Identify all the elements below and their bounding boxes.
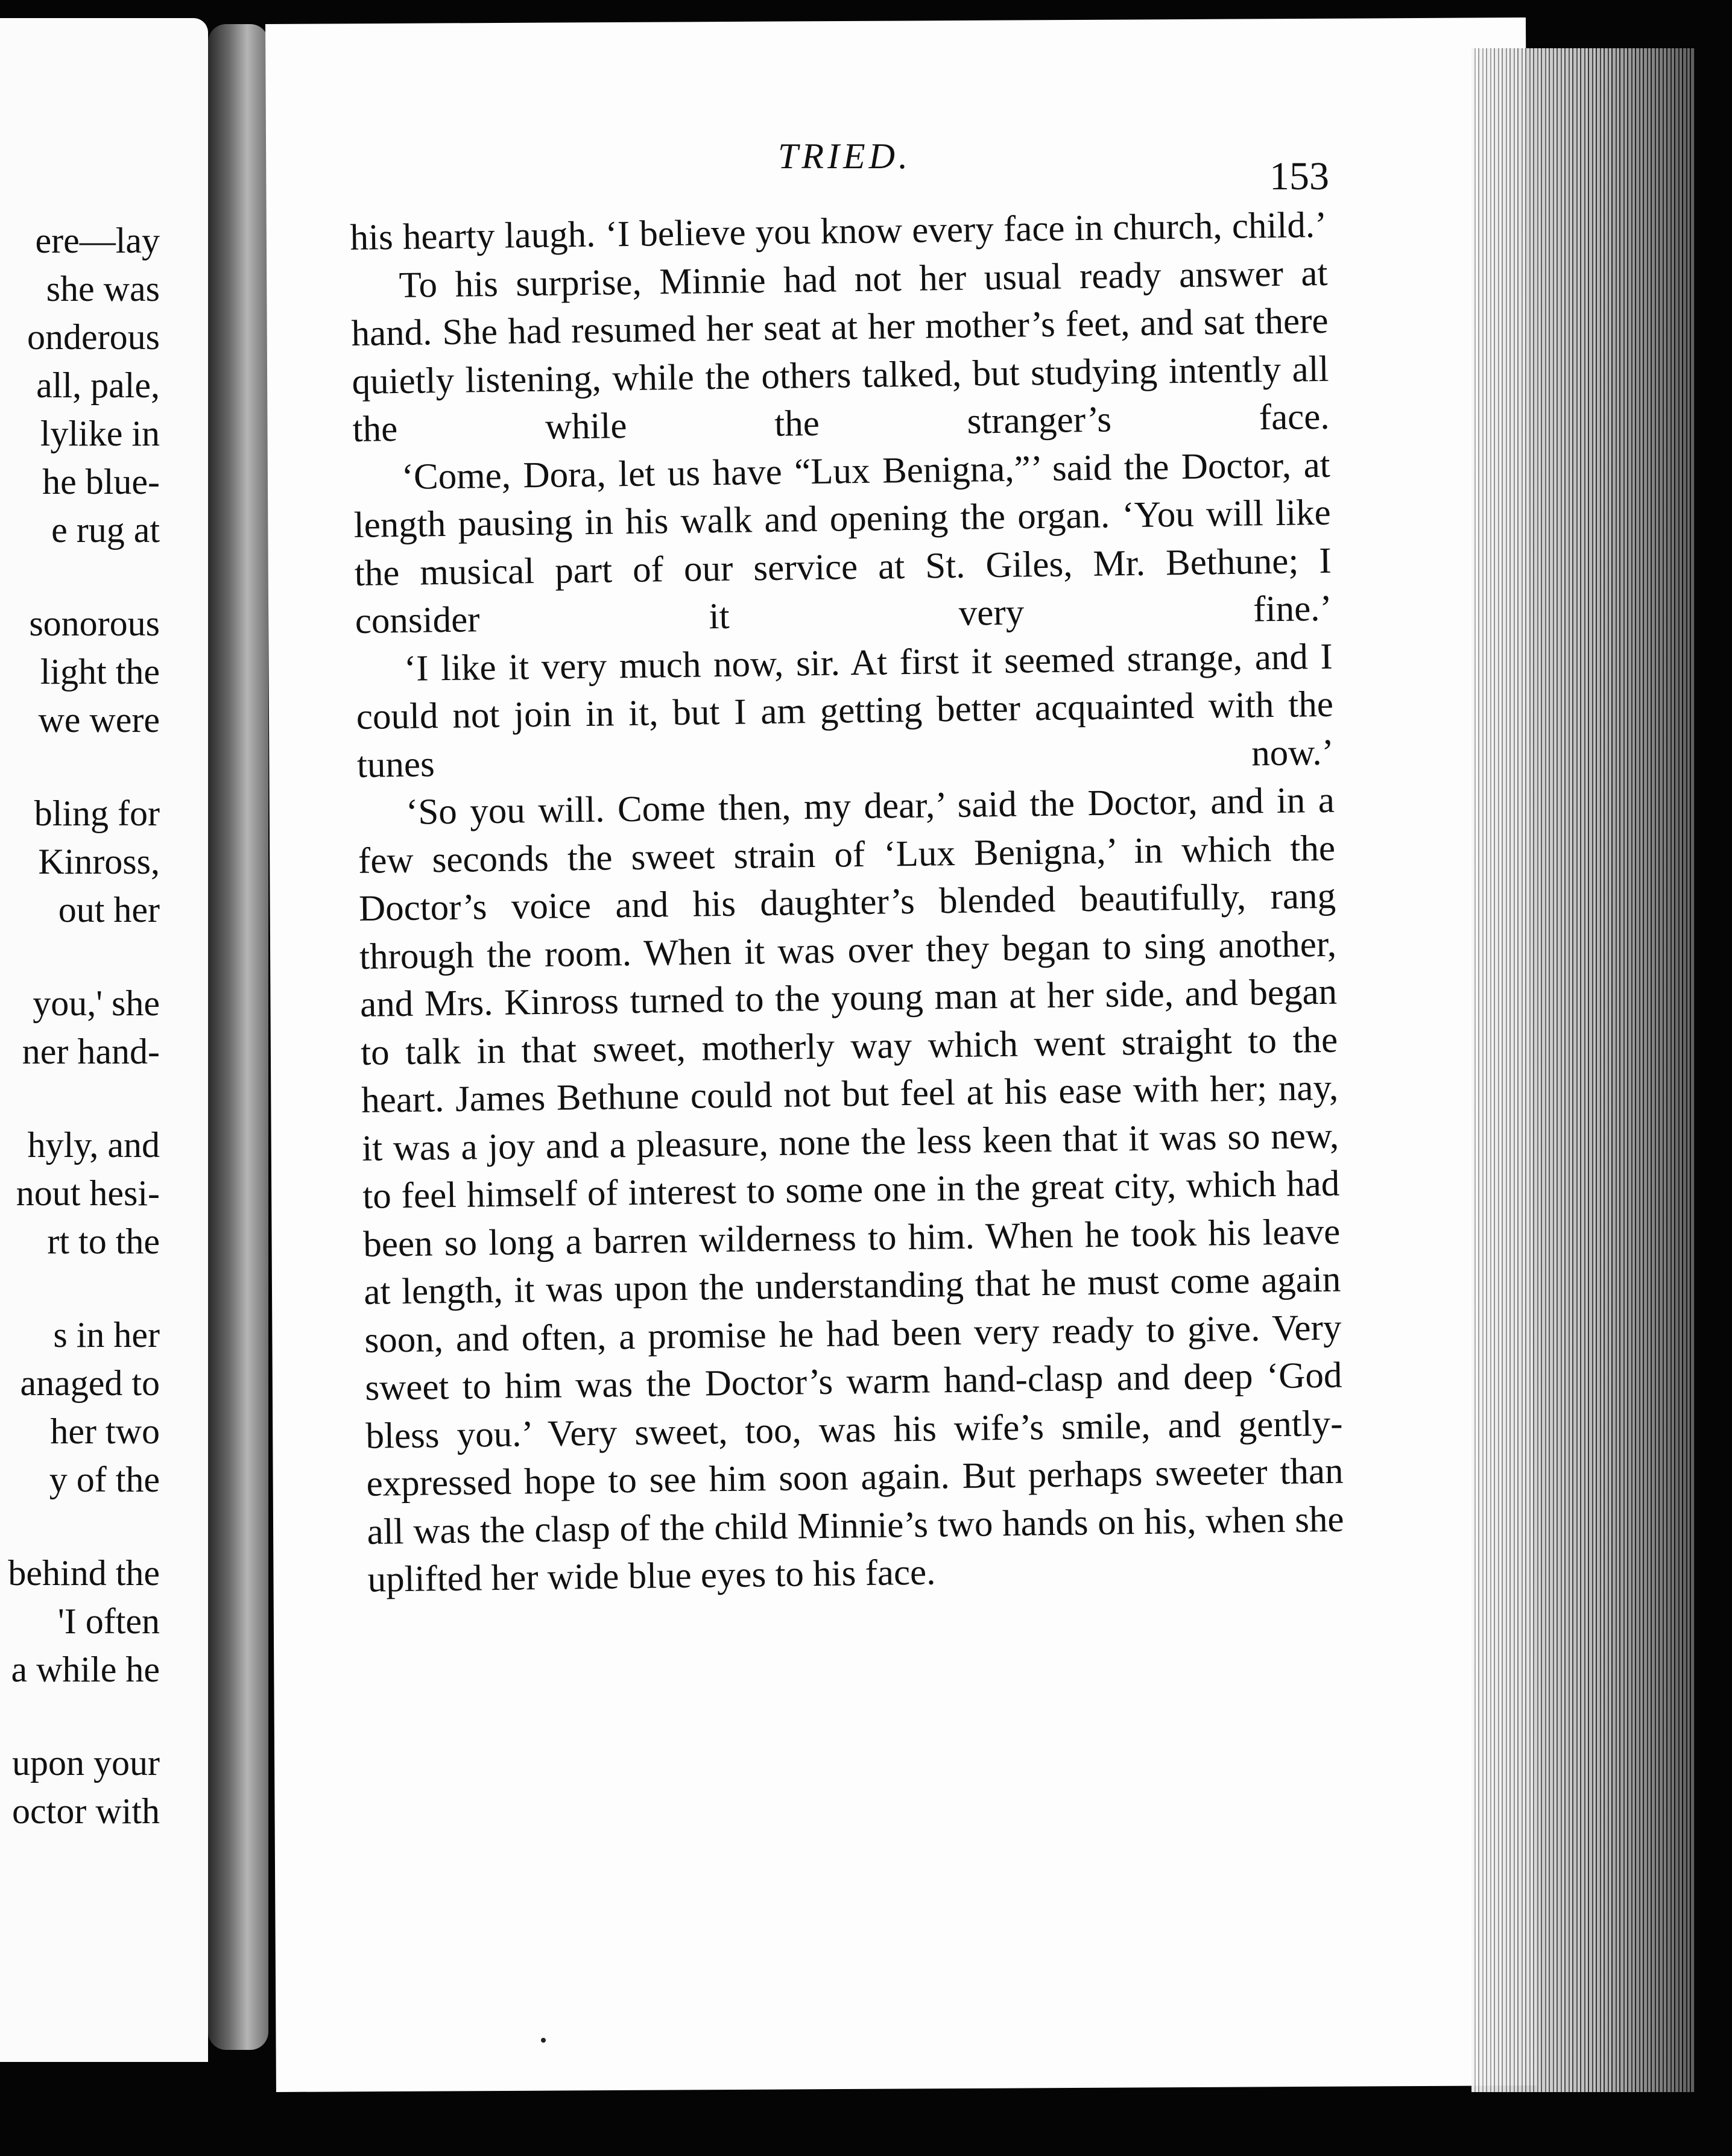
paragraph: his hearty laugh. ‘I believe you know every face in church, child.’ bbox=[350, 204, 1327, 258]
left-page-line: anaged to bbox=[20, 1363, 160, 1403]
left-page-line: behind the bbox=[8, 1553, 160, 1593]
left-page-line: we were bbox=[38, 700, 160, 740]
left-page-line: s in her bbox=[53, 1315, 160, 1355]
left-page-line: onderous bbox=[27, 317, 160, 357]
paragraph: ‘So you will. Come then, my dear,’ said the Doctor, and in a few seconds the sweet strain of ‘Lux Benigna,’ in which the Doctor’s voice and his daughter’s blended beautifully, rang through the room. When it was over they began to sing another, and Mrs. Kinross turned to the young man at her side, and began to talk in that sweet, motherly way which went straight to the heart. James Bethune could not but feel at his ease with her; nay, it was a joy and a pleasure, none the less keen that it was so new, to feel himself of interest to some one in the great city, which had been so long a barren wilderness to him. When he took his leave at length, it was upon the understanding that he must come again soon, and often, a promise he had been very ready to give. Very sweet to him was the Doctor’s warm hand-clasp and deep ‘God bless you.’ Very sweet, too, was his wife’s smile, and gently-expressed hope to see him soon again. But perhaps sweeter than all was the clasp of the child Minnie’s two hands on his, when she uplifted her wide blue eyes to his face. bbox=[358, 780, 1344, 1600]
left-page-line: out her bbox=[58, 890, 160, 930]
body-text bbox=[350, 201, 1345, 1604]
left-page-line: lylike in bbox=[40, 414, 160, 453]
left-page-line: nout hesi- bbox=[16, 1173, 160, 1213]
left-page-line: upon your bbox=[12, 1743, 160, 1783]
left-page-line: 'I often bbox=[57, 1601, 160, 1641]
left-page-line: sonorous bbox=[29, 604, 160, 643]
left-page-line: bling for bbox=[34, 793, 160, 833]
left-page-line: Kinross, bbox=[38, 842, 160, 881]
ink-speck bbox=[541, 2038, 546, 2043]
page-number: 153 bbox=[1269, 154, 1329, 198]
running-head: TRIED. bbox=[778, 136, 911, 176]
left-page-line: e rug at bbox=[51, 510, 160, 550]
left-page-line: hyly, and bbox=[27, 1125, 160, 1165]
left-page-line: all, pale, bbox=[36, 365, 160, 405]
left-page-line: she was bbox=[46, 269, 160, 309]
left-page-line: ere—lay bbox=[35, 221, 160, 260]
book-gutter bbox=[208, 24, 268, 2050]
paragraph: To his surprise, Minnie had not her usual ready answer at hand. She had resumed her seat at her mother’s feet, and sat there quietly listening, while the others talked, but studying intently all the while the stranger’s face. bbox=[351, 253, 1330, 450]
left-page-line: rt to the bbox=[47, 1221, 160, 1261]
left-page-line: light the bbox=[40, 652, 160, 692]
left-page-line: her two bbox=[50, 1411, 160, 1451]
left-page-line: he blue- bbox=[42, 462, 160, 502]
left-page-line: you,' she bbox=[33, 983, 160, 1023]
left-page-line: y of the bbox=[49, 1460, 160, 1499]
paragraph: ‘I like it very much now, sir. At first it seemed strange, and I could not join in it, but I am getting better acquainted with the tunes now.’ bbox=[356, 636, 1335, 786]
previous-page-fragment bbox=[0, 18, 208, 2062]
left-page-line: a while he bbox=[11, 1650, 160, 1689]
left-page-line: ner hand- bbox=[22, 1032, 160, 1071]
page-block-shading bbox=[1471, 48, 1695, 2092]
left-page-line: octor with bbox=[12, 1791, 160, 1831]
paragraph: ‘Come, Dora, let us have “Lux Benigna,”’ said the Doctor, at length pausing in his walk and opening the organ. ‘You will like the musical part of our service at St. Giles, Mr. Bethune; I consider it very fine.’ bbox=[353, 444, 1333, 641]
